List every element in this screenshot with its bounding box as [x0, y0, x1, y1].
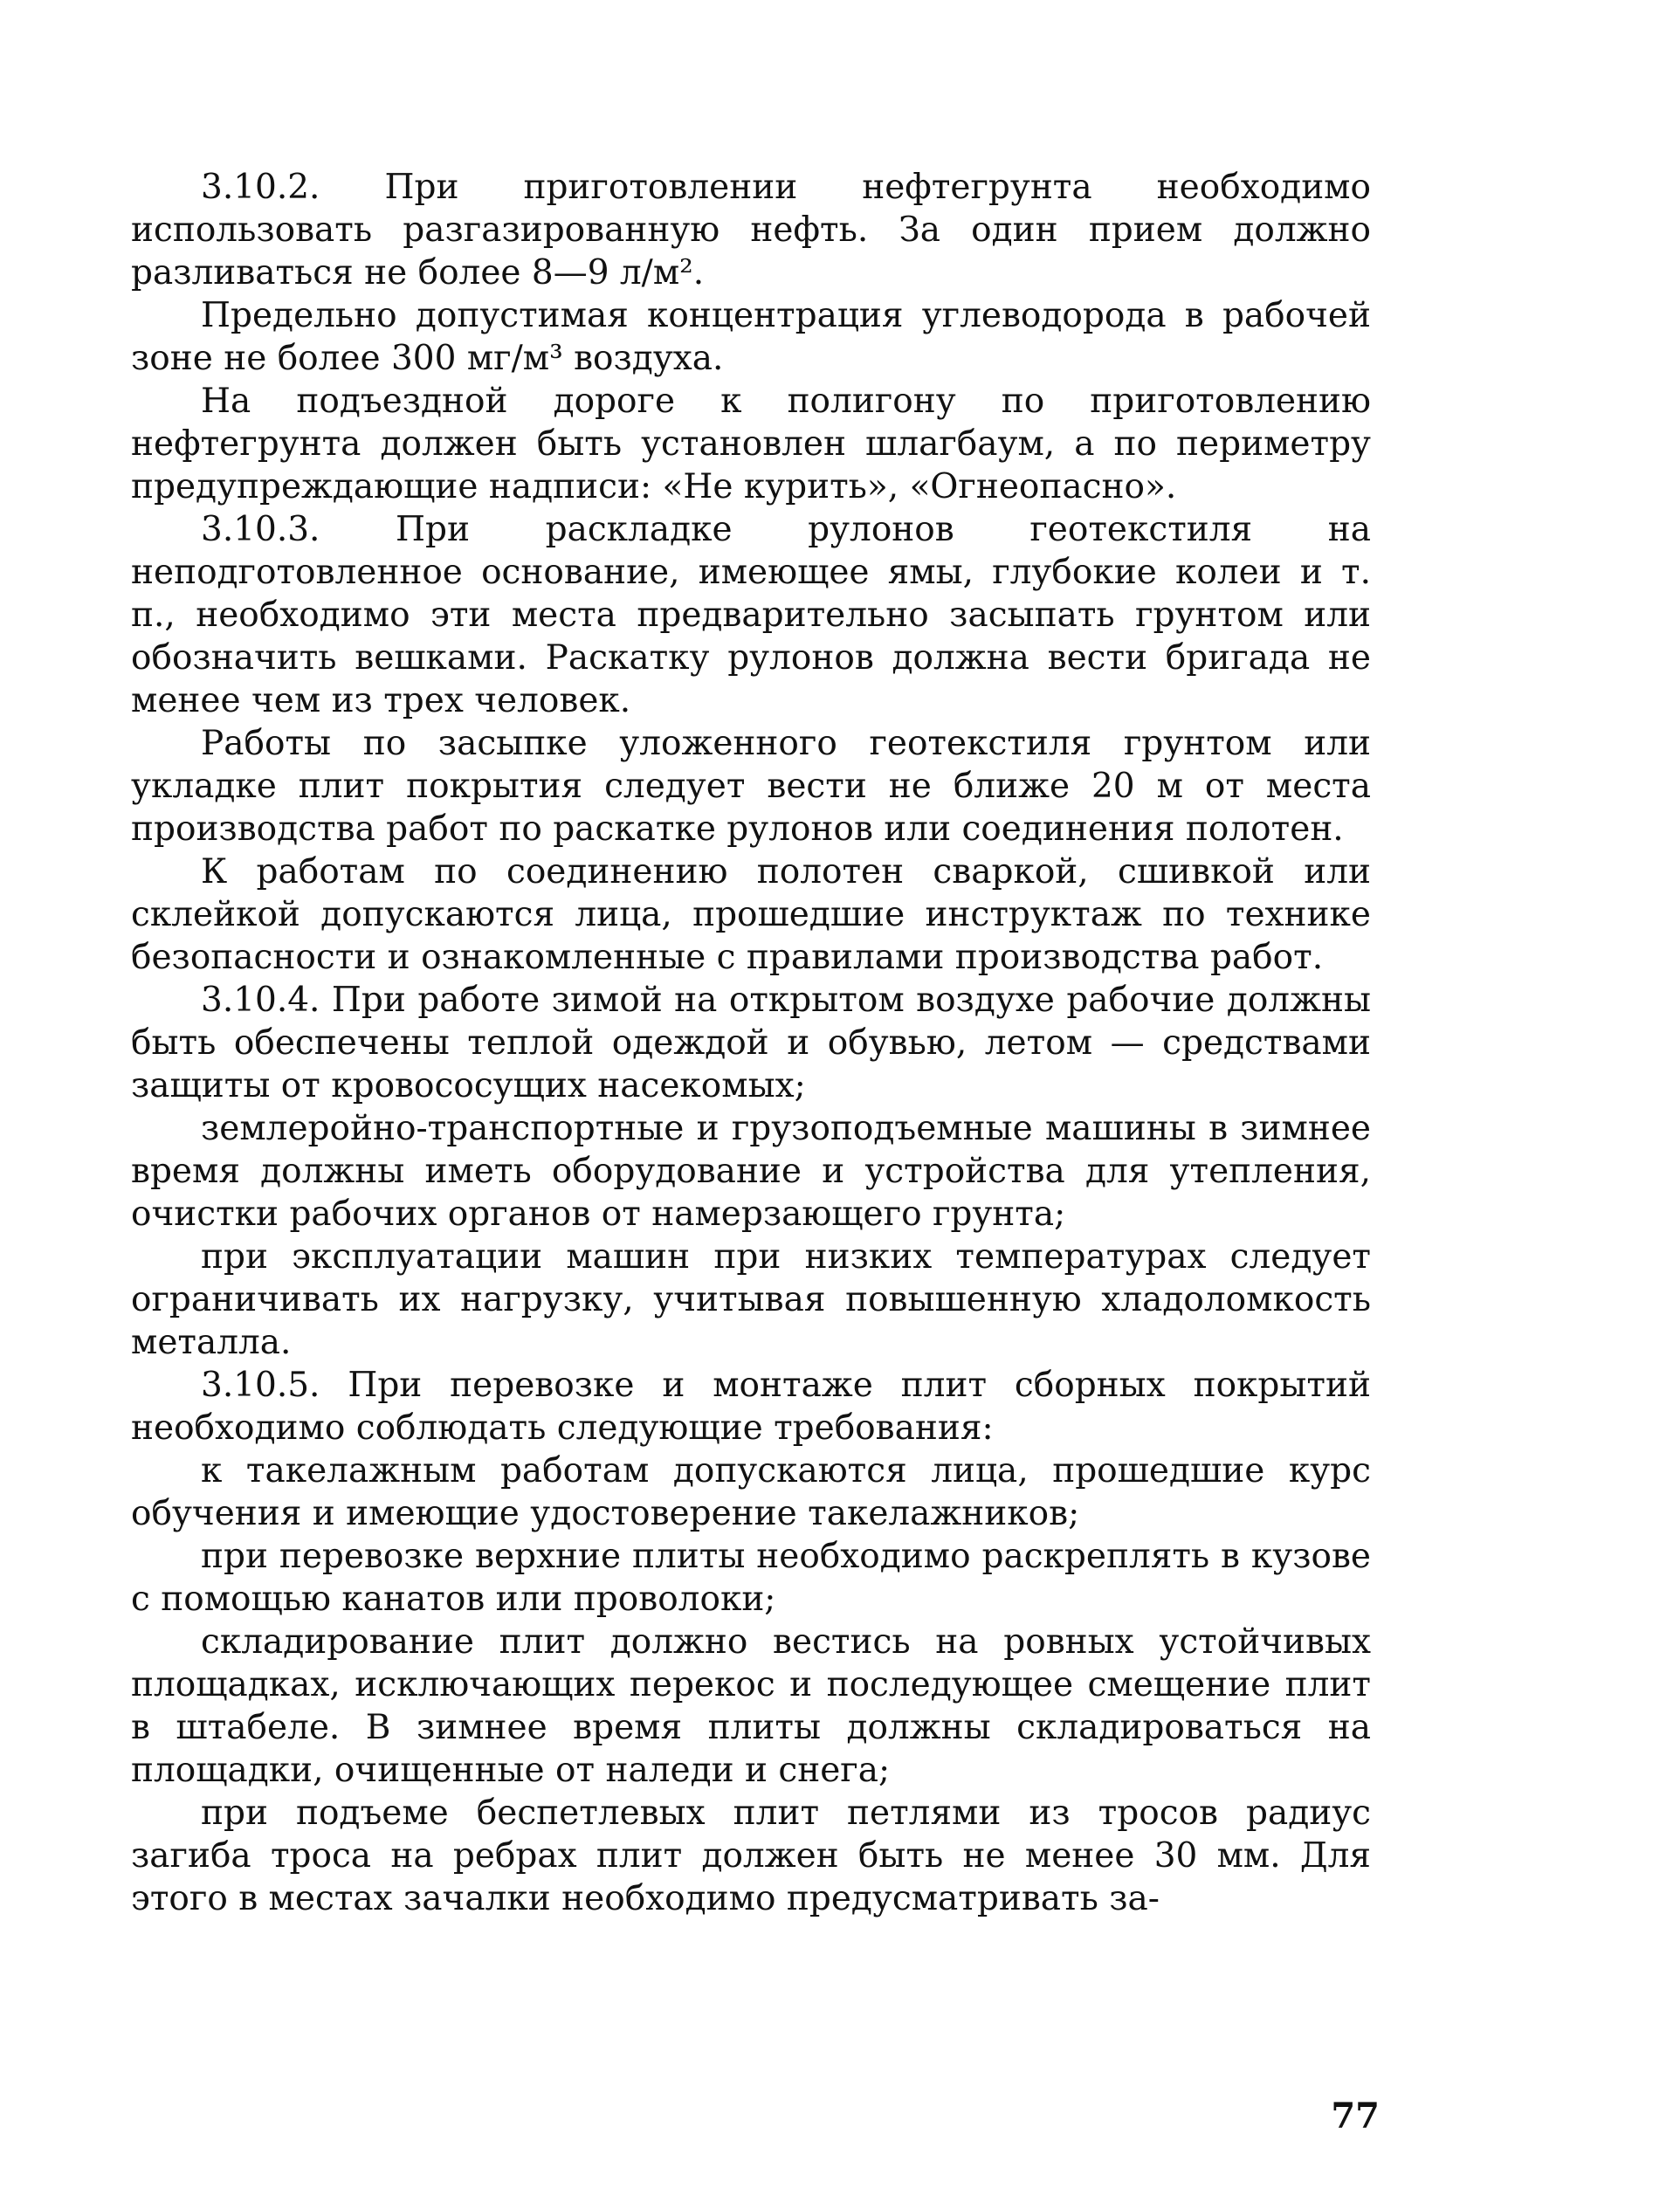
page-body	[131, 166, 1371, 1920]
paragraph: На подъездной дороге к полигону по приготовлению нефтегрунта должен быть установлен шлагбаум, а по периметру предупреждающие надписи: «Не курить», «Огнеопасно».	[131, 382, 1371, 506]
page-number: 77	[1331, 2096, 1380, 2137]
paragraph: 3.10.4. При работе зимой на открытом воздухе рабочие должны быть обеспечены теплой одеждой и обувью, летом — средствами защиты от кровососущих насекомых;	[131, 981, 1371, 1105]
paragraph: при перевозке верхние плиты необходимо раскреплять в кузове с помощью канатов или проволоки;	[131, 1537, 1371, 1619]
paragraph: К работам по соединению полотен сваркой, сшивкой или склейкой допускаются лица, прошедшие инструктаж по технике безопасности и ознакомленные с правилами производства работ.	[131, 852, 1371, 977]
paragraph: 3.10.2. При приготовлении нефтегрунта необходимо использовать разгазированную нефть. За один прием должно разливаться не более 8—9 л/м².	[131, 168, 1371, 293]
paragraph: складирование плит должно вестись на ровных устойчивых площадках, исключающих перекос и последующее смещение плит в штабеле. В зимнее время плиты должны складироваться на площадки, очищенные от наледи и снега;	[131, 1622, 1371, 1790]
paragraph: 3.10.3. При раскладке рулонов геотекстиля на неподготовленное основание, имеющее ямы, глубокие колеи и т. п., необходимо эти места предварительно засыпать грунтом или обозначить вешками. Раскатку рулонов должна вести бригада не менее чем из трех человек.	[131, 510, 1371, 720]
paragraph: землеройно-транспортные и грузоподъемные машины в зимнее время должны иметь оборудование и устройства для утепления, очистки рабочих органов от намерзающего грунта;	[131, 1109, 1371, 1234]
paragraph: к такелажным работам допускаются лица, прошедшие курс обучения и имеющие удостоверение такелажников;	[131, 1451, 1371, 1533]
paragraph: при эксплуатации машин при низких температурах следует ограничивать их нагрузку, учитывая повышенную хладоломкость металла.	[131, 1237, 1371, 1362]
paragraph: Предельно допустимая концентрация углеводорода в рабочей зоне не более 300 мг/м³ воздуха.	[131, 296, 1371, 378]
paragraph: при подъеме беспетлевых плит петлями из тросов радиус загиба троса на ребрах плит должен быть не менее 30 мм. Для этого в местах зачалки необходимо предусматривать за-	[131, 1793, 1371, 1918]
paragraph: 3.10.5. При перевозке и монтаже плит сборных покрытий необходимо соблюдать следующие требования:	[131, 1366, 1371, 1448]
paragraph: Работы по засыпке уложенного геотекстиля грунтом или укладке плит покрытия следует вести не ближе 20 м от места производства работ по раскатке рулонов или соединения полотен.	[131, 724, 1371, 849]
